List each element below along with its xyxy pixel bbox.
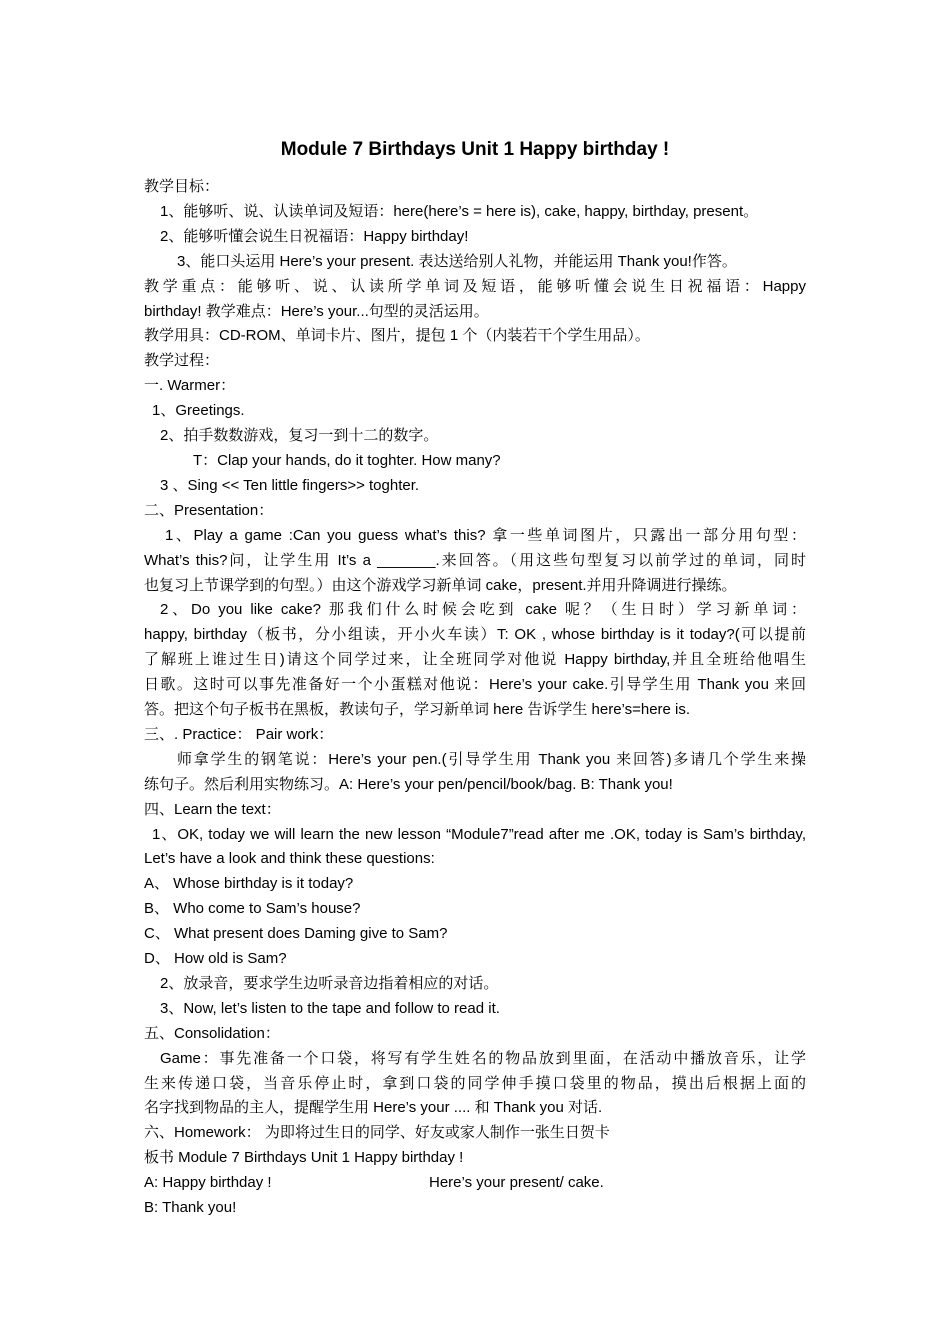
- learn-text-step-3: 3、Now, let’s listen to the tape and follow to read it.: [160, 1000, 500, 1017]
- question-a: A、 Whose birthday is it today?: [144, 875, 354, 892]
- question-b: B、 Who come to Sam’s house?: [144, 900, 361, 917]
- question-c: C、 What present does Daming give to Sam?: [144, 925, 448, 942]
- objective-3: 3、能口头运用 Here’s your present. 表达送给别人礼物，并能运用 Thank you!作答。: [177, 253, 737, 270]
- warmer-step-3: 3 、Sing << Ten little fingers>> toghter.: [160, 477, 420, 494]
- key-points-line-2: birthday! 教学难点：Here’s your...句型的灵活运用。: [144, 303, 489, 320]
- consolidation-heading: 五、Consolidation：: [144, 1025, 280, 1042]
- blackboard-heading: 板书 Module 7 Birthdays Unit 1 Happy birthday !: [144, 1149, 464, 1166]
- warmer-step-2-teacher: T：Clap your hands, do it toghter. How many?: [193, 452, 501, 469]
- learn-text-step-1-line-1: 1、OK, today we will learn the new lesson “Module7”read after me .OK, today is Sam’s birthday,: [152, 826, 806, 843]
- practice-line-1: 师拿学生的钢笔说：Here’s your pen.(引导学生用 Thank you 来回答)多请几个学生来操: [177, 751, 806, 768]
- blackboard-line-b: B: Thank you!: [144, 1199, 237, 1216]
- presentation-heading: 二、Presentation：: [144, 502, 274, 519]
- practice-line-2: 练句子。然后利用实物练习。A: Here’s your pen/pencil/book/bag. B: Thank you!: [144, 776, 673, 793]
- presentation-step-1-line-1: 1、Play a game :Can you guess what’s this? 拿一些单词图片，只露出一部分用句型：: [165, 527, 806, 544]
- consolidation-line-3: 名字找到物品的主人，提醒学生用 Here’s your .... 和 Thank you 对话.: [144, 1099, 603, 1116]
- presentation-step-2-line-1: 2、Do you like cake? 那我们什么时候会吃到 cake 呢？（生日时）学习新单词：: [160, 601, 806, 618]
- objective-1: 1、能够听、说、认读单词及短语：here(here’s = here is), cake, happy, birthday, present。: [160, 203, 759, 220]
- learn-text-step-1-line-2: Let’s have a look and think these questions:: [144, 850, 435, 867]
- consolidation-line-1: Game：事先准备一个口袋，将写有学生姓名的物品放到里面，在活动中播放音乐，让学: [160, 1050, 806, 1067]
- learn-text-step-2: 2、放录音，要求学生边听录音边指着相应的对话。: [160, 975, 499, 992]
- question-d: D、 How old is Sam?: [144, 950, 287, 967]
- section-process-heading: 教学过程：: [144, 352, 220, 369]
- blackboard-line-a: A: Happy birthday !: [144, 1174, 272, 1191]
- learn-text-heading: 四、Learn the text：: [144, 801, 281, 818]
- objective-2: 2、能够听懂会说生日祝福语：Happy birthday!: [160, 228, 469, 245]
- practice-heading: 三、. Practice： Pair work：: [144, 726, 334, 743]
- document-title: Module 7 Birthdays Unit 1 Happy birthday !: [280, 139, 670, 160]
- warmer-heading: 一. Warmer：: [144, 377, 236, 394]
- presentation-step-2-line-3: 了解班上谁过生日)请这个同学过来，让全班同学对他说 Happy birthday,并且全班给他唱生: [144, 651, 806, 668]
- key-points-line-1: 教学重点：能够听、说、认读所学单词及短语，能够听懂会说生日祝福语：Happy: [144, 278, 806, 295]
- presentation-step-2-line-2: happy, birthday（板书，分小组读，开小火车读）T: OK , whose birthday is it today?(可以提前: [144, 626, 806, 643]
- warmer-step-1: 1、Greetings.: [152, 402, 245, 419]
- section-objectives-heading: 教学目标：: [144, 178, 220, 195]
- consolidation-line-2: 生来传递口袋，当音乐停止时，拿到口袋的同学伸手摸口袋里的物品，摸出后根据上面的: [144, 1075, 806, 1092]
- presentation-step-1-line-3: 也复习上节课学到的句型。）由这个游戏学习新单词 cake，present.并用升降调进行操练。: [144, 577, 737, 594]
- warmer-step-2: 2、拍手数数游戏，复习一到十二的数字。: [160, 427, 439, 444]
- presentation-step-2-line-4: 日歌。这时可以事先准备好一个小蛋糕对他说：Here’s your cake.引导学生用 Thank you 来回: [144, 676, 806, 693]
- presentation-step-1-line-2: What’s this?问，让学生用 It’s a _______.来回答。（用这些句型复习以前学过的单词，同时: [144, 552, 806, 569]
- blackboard-line-a-response: Here’s your present/ cake.: [429, 1174, 604, 1191]
- homework-line: 六、Homework： 为即将过生日的同学、好友或家人制作一张生日贺卡: [144, 1124, 610, 1141]
- presentation-step-2-line-5: 答。把这个句子板书在黑板，教读句子，学习新单词 here 告诉学生 here’s=here is.: [144, 701, 691, 718]
- teaching-aids: 教学用具：CD-ROM、单词卡片、图片，提包 1 个（内装若干个学生用品）。: [144, 327, 650, 344]
